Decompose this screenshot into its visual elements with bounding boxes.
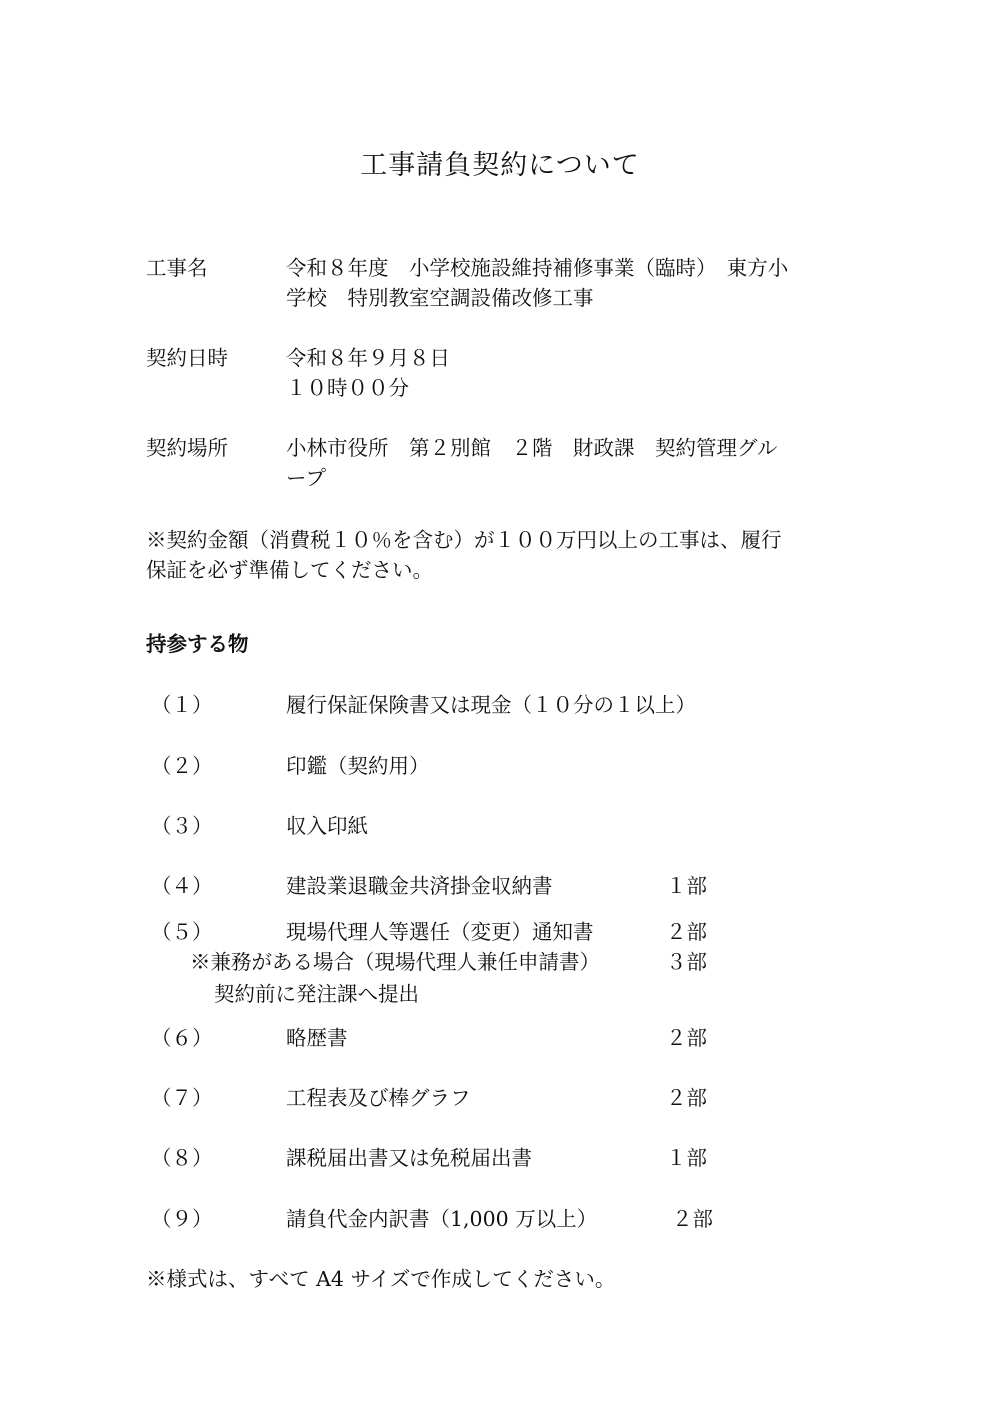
contract-time: １０時００分 [286,376,409,400]
contract-place-line-1: 小林市役所 第２別館 ２階 財政課 契約管理グル [286,436,778,460]
item-number: （５） [151,920,213,944]
construction-name-line-1: 令和８年度 小学校施設維持補修事業（臨時） 東方小 [286,256,789,280]
format-note: ※様式は、すべて A4 サイズで作成してください。 [146,1267,616,1291]
item-name: 建設業退職金共済掛金収納書 [286,874,553,898]
item-name: 略歴書 [286,1026,348,1050]
construction-name-label: 工事名 [146,256,208,280]
item-number: （９） [151,1207,213,1231]
item5-subnote-line-1: ※兼務がある場合（現場代理人兼任申請書） [190,950,600,974]
item-name: 課税届出書又は免税届出書 [286,1146,532,1170]
item-quantity: １部 [666,874,707,898]
construction-name-line-2: 学校 特別教室空調設備改修工事 [286,286,594,310]
item5-subnote-quantity: ３部 [666,950,707,974]
contract-datetime-label: 契約日時 [146,346,228,370]
item-quantity: １部 [666,1146,707,1170]
item-quantity: ２部 [666,1086,707,1110]
item-name: 工程表及び棒グラフ [286,1086,471,1110]
item-name: 請負代金内訳書（1,000 万以上） [286,1207,598,1231]
item-quantity: ２部 [672,1207,713,1231]
item-quantity: ２部 [666,1026,707,1050]
item5-subnote-line-2: 契約前に発注課へ提出 [214,982,419,1006]
item-number: （２） [151,754,213,778]
contract-place-line-2: ープ [286,466,326,490]
item-number: （７） [151,1086,213,1110]
items-heading: 持参する物 [146,632,249,656]
item-number: （１） [151,693,213,717]
guarantee-note-line-1: ※契約金額（消費税１０％を含む）が１００万円以上の工事は、履行 [146,528,782,552]
guarantee-note-line-2: 保証を必ず準備してください。 [146,558,433,582]
item-quantity: ２部 [666,920,707,944]
contract-date: 令和８年９月８日 [286,346,450,370]
contract-place-label: 契約場所 [146,436,228,460]
item-number: （６） [151,1026,213,1050]
item-name: 現場代理人等選任（変更）通知書 [286,920,594,944]
item-number: （８） [151,1146,213,1170]
item-name: 印鑑（契約用） [286,754,430,778]
item-name: 履行保証保険書又は現金（１０分の１以上） [286,693,696,717]
item-number: （４） [151,874,213,898]
item-number: （３） [151,814,213,838]
document-title: 工事請負契約について [360,150,640,181]
item-name: 収入印紙 [286,814,368,838]
